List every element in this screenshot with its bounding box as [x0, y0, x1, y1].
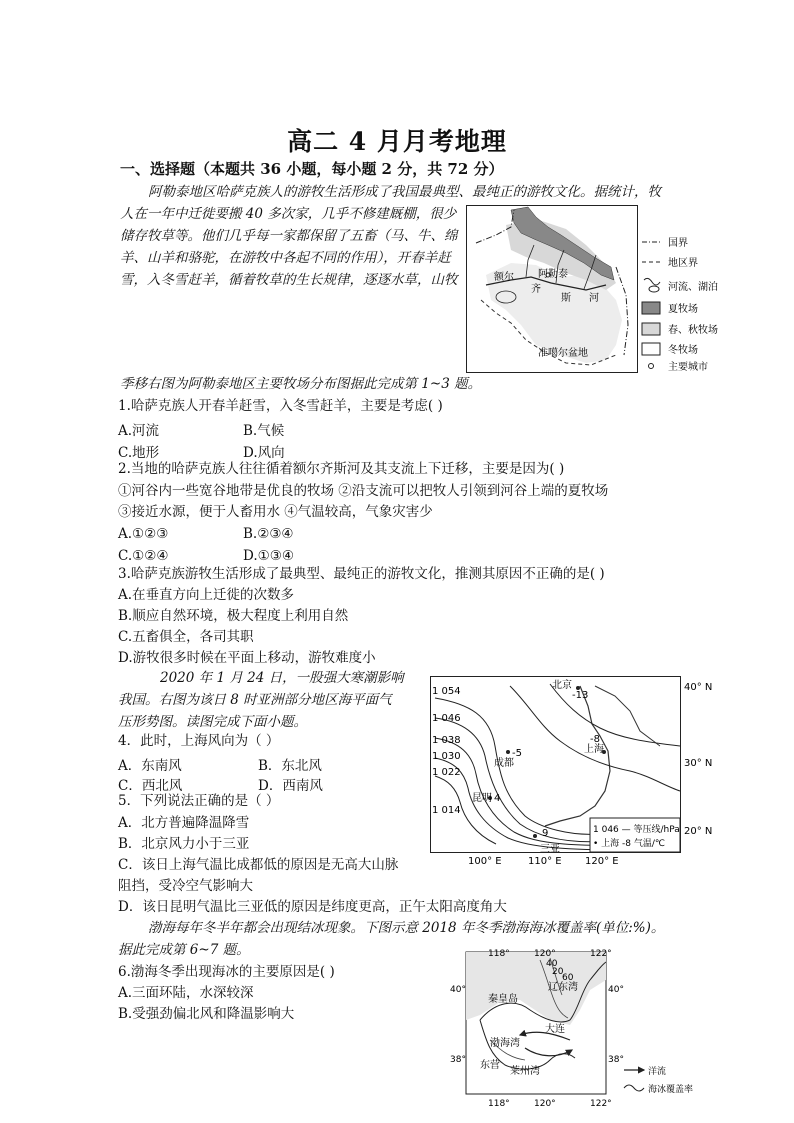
intro1-line3: 储存牧草等。他们几乎每一家都保留了五畜（马、牛、绵 — [120, 228, 458, 244]
intro2-line2: 我国。右图为该日 8 时亚洲部分地区海平面气 — [118, 692, 392, 708]
q3-option-c[interactable]: C.五畜俱全，各司其职 — [118, 629, 254, 645]
lon-120: 120° E — [585, 856, 619, 867]
q3-option-d[interactable]: D.游牧很多时候在平面上移动，游牧难度小 — [118, 650, 376, 666]
altay-pasture-map — [466, 205, 638, 373]
map1-label-qi: 齐 — [531, 284, 541, 295]
map1-label-aletai: 阿勒泰 — [538, 269, 568, 280]
place-liaodong: 辽东湾 — [548, 982, 578, 993]
bohai-lat-40: 40° — [450, 985, 466, 995]
city-beijing: 北京 — [552, 680, 572, 691]
pressure-map — [430, 676, 730, 866]
city-chengdu: 成都 — [494, 758, 514, 769]
q1-option-c[interactable]: C.地形 — [118, 445, 160, 461]
intro3-line1: 渤海每年冬半年都会出现结冰现象。下图示意 2018 年冬季渤海海冰覆盖率(单位:%)。 — [148, 920, 665, 936]
intro3-line2: 据此完成第 6~7 题。 — [118, 942, 250, 958]
q5-option-c-cont: 阻挡，受冷空气影响大 — [118, 878, 253, 894]
legend-river-lake: 河流、湖泊 — [668, 282, 718, 293]
bohai-lon-122-top: 122° — [590, 949, 612, 959]
lat-20: 20° N — [684, 826, 713, 837]
temp-shanghai: -8 — [590, 734, 600, 745]
q5-option-c[interactable]: C．该日上海气温比成都低的原因是无高大山脉 — [118, 857, 399, 873]
q1-option-b[interactable]: B.气候 — [243, 423, 285, 439]
q2-option-d[interactable]: D.①③④ — [243, 548, 294, 564]
q2-statements-1: ①河谷内一些宽谷地带是优良的牧场 ②沿支流可以把牧人引领到河谷上端的夏牧场 — [118, 483, 609, 499]
bohai-lat-38: 38° — [450, 1055, 466, 1065]
intro1-line2: 人在一年中迁徙要搬 40 多次家，几乎不修建厩棚，很少 — [120, 206, 457, 222]
pressure-legend-isobar: 1 046 — 等压线/hPa — [593, 825, 680, 835]
bohai-lat-40-right: 40° — [608, 985, 624, 995]
temp-sanya: 9 — [542, 828, 549, 839]
q4-stem: 4．此时，上海风向为（ ） — [118, 733, 280, 749]
q4-option-c[interactable]: C．西北风 — [118, 778, 183, 794]
q1-option-a[interactable]: A.河流 — [118, 423, 160, 439]
place-dalian: 大连 — [545, 1024, 565, 1035]
city-shanghai: 上海 — [584, 744, 604, 755]
isobar-1022: 1 022 — [432, 767, 461, 778]
q6-stem: 6.渤海冬季出现海冰的主要原因是( ) — [118, 964, 335, 980]
q5-option-a[interactable]: A．北方普遍降温降雪 — [118, 815, 250, 831]
temp-chengdu: -5 — [512, 748, 522, 759]
page-title: 高二 4 月月考地理 — [287, 127, 507, 156]
isobar-1038: 1 038 — [432, 735, 461, 746]
altay-map-legend — [640, 232, 732, 372]
temp-kunming: 4 — [494, 793, 501, 804]
bohai-lon-118: 118° — [488, 1099, 510, 1109]
bohai-lon-118-top: 118° — [488, 949, 510, 959]
bohai-legend-current: 洋流 — [648, 1067, 667, 1077]
temp-beijing: -13 — [572, 690, 589, 701]
intro1-line6: 季移右图为阿勒泰地区主要牧场分布图据此完成第 1~3 题。 — [120, 376, 482, 392]
place-laizhou: 莱州湾 — [510, 1066, 540, 1077]
q6-option-a[interactable]: A.三面环陆，水深较深 — [118, 985, 254, 1001]
lon-110: 110° E — [528, 856, 562, 867]
intro2-line3: 压形势图。读图完成下面小题。 — [118, 714, 307, 730]
intro1-line5: 雪，入冬雪赶羊，循着牧草的生长规律，逐逐水草，山牧 — [120, 272, 458, 288]
q4-option-b[interactable]: B．东北风 — [258, 758, 322, 774]
lon-100: 100° E — [468, 856, 502, 867]
map1-label-eerqisi: 额尔 — [494, 272, 514, 283]
q5-option-b[interactable]: B．北京风力小于三亚 — [118, 836, 250, 852]
bohai-lon-120: 120° — [534, 1099, 556, 1109]
intro2-line1: 2020 年 1 月 24 日，一股强大寒潮影响 — [160, 670, 404, 686]
isobar-1054: 1 054 — [432, 686, 461, 697]
legend-summer: 夏牧场 — [668, 304, 698, 315]
intro1-line1: 阿勒泰地区哈萨克族人的游牧生活形成了我国最典型、最纯正的游牧文化。据统计，牧 — [148, 184, 661, 200]
section-heading: 一、选择题（本题共 36 小题，每小题 2 分，共 72 分） — [120, 160, 504, 178]
isobar-1014: 1 014 — [432, 805, 461, 816]
q2-option-a[interactable]: A.①②③ — [118, 526, 169, 542]
city-kunming: 昆明 — [472, 793, 492, 804]
q1-option-d[interactable]: D.风向 — [243, 445, 285, 461]
q2-stem: 2.当地的哈萨克族人往往循着额尔齐斯河及其支流上下迁移，主要是因为( ) — [118, 461, 565, 477]
q1-stem: 1.哈萨克族人开春羊赶雪，入冬雪赶羊，主要是考虑( ) — [118, 398, 443, 414]
q6-option-b[interactable]: B.受强劲偏北风和降温影响大 — [118, 1006, 295, 1022]
q5-option-d[interactable]: D．该日昆明气温比三亚低的原因是纬度更高，正午太阳高度角大 — [118, 899, 507, 915]
q5-stem: 5．下列说法正确的是（ ） — [118, 793, 280, 809]
bohai-ice-map — [450, 940, 694, 1112]
bohai-lon-120-top: 120° — [534, 949, 556, 959]
place-qinhuangdao: 秦皇岛 — [488, 994, 518, 1005]
legend-city: 主要城市 — [668, 362, 708, 373]
place-dongying: 东营 — [480, 1060, 500, 1071]
lat-30: 30° N — [684, 758, 713, 769]
legend-winter: 冬牧场 — [668, 345, 698, 356]
q4-option-d[interactable]: D．西南风 — [258, 778, 323, 794]
map1-label-he: 河 — [589, 293, 599, 304]
lat-40: 40° N — [684, 682, 713, 693]
bohai-lat-38-right: 38° — [608, 1055, 624, 1065]
pressure-legend-temp: • 上海 -8 气温/℃ — [593, 839, 666, 849]
ice-value-40: 40 — [546, 959, 558, 969]
q3-option-b[interactable]: B.顺应自然环境，极大程度上利用自然 — [118, 608, 349, 624]
map1-label-si: 斯 — [561, 293, 571, 304]
legend-region-border: 地区界 — [668, 258, 698, 269]
q2-option-b[interactable]: B.②③④ — [243, 526, 294, 542]
isobar-1030: 1 030 — [432, 751, 461, 762]
ice-value-60: 60 — [562, 973, 574, 983]
city-sanya: 三亚 — [540, 844, 560, 855]
isobar-1046: 1 046 — [432, 713, 461, 724]
legend-spring-autumn: 春、秋牧场 — [668, 325, 718, 336]
map1-label-junggar: 准噶尔盆地 — [538, 348, 588, 359]
q2-statements-2: ③接近水源，便于人畜用水 ④气温较高，气象灾害少 — [118, 504, 433, 520]
bohai-legend-ice: 海冰覆盖率 — [648, 1085, 694, 1095]
place-bohai: 渤海湾 — [490, 1038, 520, 1049]
q3-stem: 3.哈萨克族游牧生活形成了最典型、最纯正的游牧文化，推测其原因不正确的是( ) — [118, 566, 605, 582]
ice-value-20: 20 — [552, 967, 564, 977]
q3-option-a[interactable]: A.在垂直方向上迁徙的次数多 — [118, 587, 295, 603]
legend-country-border: 国界 — [668, 238, 688, 249]
intro1-line4: 羊、山羊和骆驼，在游牧中各起不同的作用），开春羊赶 — [120, 250, 451, 266]
bohai-lon-122: 122° — [590, 1099, 612, 1109]
q4-option-a[interactable]: A．东南风 — [118, 758, 182, 774]
q2-option-c[interactable]: C.①②④ — [118, 548, 169, 564]
